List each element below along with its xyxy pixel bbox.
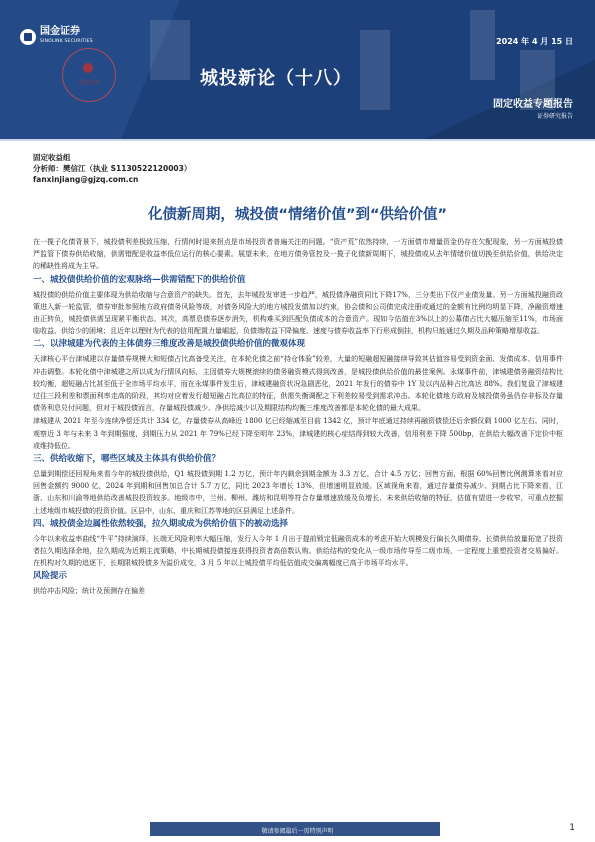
section-heading: 二、以津城建为代表的主体债券三维度改善是城投债供给价值的微观体现 <box>33 339 306 350</box>
report-subtype: 证券研究报告 <box>536 113 573 120</box>
section-paragraph: 天津核心平台津城建以存量债券规模大和短债占比高备受关注，在本轮化债之前“持仓体验”较差，大量的短融超短融接续导致其估值容易受到资金面、发债成本、信用事件冲击调整。本轮化债中津城建之所以成为行情风向标，主因债券大规模滚续的债务融资模式得到改善，是城投债供给价值的最佳案例。永煤事件前，津城建债务融资结构比较均衡，超短融占比甚至低于全市场平均水平，而在永煤事件发生后，津城建融资状况急剧恶化，2021 年发行的债券中 1Y 及以内品种占比高达 88%。我们复盘了津城建过往三段利差和票面利率走高的阶段，其均对应着发行超短融占比高位的特征，供需失衡调配之下利差较易受到需求冲击。本轮化债地方政府及城投债务虽仍存非标及存量债务利息兑付问题，但对于城投债而言，存量城投债减少、净供给减少以及期限结构均衡三维度改善都是本轮化债的最大成果。 <box>33 355 563 413</box>
intro-paragraph: 在一揽子化债背景下，城投债利差极致压缩，行情何时迎来拐点是市场投资者普遍关注的问题。“资产荒”依然持续，一方面债市增量资金仍存在欠配现象，另一方面城投债严监管下债券供给收缩，供需错配是收益率低位运行的核心要素。展望未来，在地方债务管控及一揽子化债新周期下，城投债或从去年情绪价值切换至供给价值，供给决定的稀缺性将成为主导。 <box>33 238 563 271</box>
brand-name-en: SINOLINK SECURITIES <box>40 39 93 44</box>
section-paragraph: 总量到期偿还回视角来看今年的城投债供给，Q1 城投债到期 1.2 万亿，预计年内剩余到期金额为 3.3 万亿，合计 4.5 万亿；回售方面，根据 60%回售比例测算来看对应回售金额约 9000 亿，2024 年到期和回售加总合计 5.7 万亿，同比 2023 年增长 13%，但增速明显放缓。区域视角来看，通过存量债券减少、到期占比下降来看，江浙、山东和川渝等地供给改善城投投资较多。地级市中，兰州、柳州、潍坊和昆明等符合存量增速放缓及负增长、未来供给收缩的特征，估值有望进一步收窄，可重点挖掘上述地级市城投债的投资价值。区县中，山东、重庆和江苏等地的区县满足上述条件。 <box>33 470 563 515</box>
company-seal <box>62 48 116 102</box>
seal-text: 国金证券 <box>78 80 99 86</box>
section-paragraph: 津城建从 2021 年至今连续净偿还共计 334 亿，存量债券从高峰近 1800 亿已经缩减至目前 1342 亿，预计年底通过持续再融资债偿还后余额仅剩 1000 亿左右。同时，观察近 3 年与未来 3 年到期强度，到期压力从 2021 年 79%已经下降至明年 23%，津城建的核心症结得到较大改善，信用利差下降 500bp，在供给大幅改善下定价中枢或维持低位。 <box>33 417 563 450</box>
series-title: 城投新论（十八） <box>200 68 352 89</box>
section-paragraph: 城投债的供给价值主要体现为供给收缩与合意资产的缺失。首先，去年城投发审进一步趋严，城投债净融资同比下降17%，三分类出下仅产业债发量。另一方面城投融资政策进入新一轮监管，债券审批参照地方政府债务风险等级，对债务风险大的地方城投发债加以约束，协会债和公司债完成注册或通过的金额有比例均明显下降，净融资增速由正转负，城投债供需呈现紧平衡状态。其次，高票息债券逐步消失，机构难买到匹配负债成本的合意资产。现如今估值在3%以上的公募债占比大幅压缩至11%，市场面临收益、供给少的困境；且近年以理财为代表的信用配置力量崛起，负债端收益下降偏度、速度与债券收益率下行形成倒挂，机构只能通过久期及品种策略增厚收益。 <box>33 290 563 336</box>
main-title: 化债新周期，城投债“情绪价值”到“供给价值” <box>147 207 448 223</box>
section-heading: 一、城投债供给价值的宏观脉络—供需错配下的供给价值 <box>33 274 246 285</box>
analyst-group: 固定收益组 <box>33 153 71 162</box>
analyst-info <box>33 152 191 185</box>
section-heading: 四、城投债金边属性依然较强，拉久期或成为供给价值下的被动选择 <box>33 518 289 529</box>
section-paragraph: 今年以来收益率曲线“牛平”持续演绎，长端无风险利率大幅压缩，发行人今年 1 月出于提前锁定低融资成本的考虑开始大规模发行偏长久期债券。长债供给放量拓宽了投资者拉久期选择余地，拉久期成为近期主流策略，中长期城投债接连获得投资者高倍数认购。供给结构的变化从一级市场传导至二级市场，一定程度上重塑投资者交易偏好。在机构对久期的追逐下，长期限城投债多为溢价成交，3 月 5 年以上城投债平均低估值成交偏离幅度已高于市场平均水平。 <box>33 534 563 568</box>
brand-name-cn: 国金证券 <box>40 26 80 37</box>
report-header <box>0 0 595 141</box>
logo-icon <box>20 29 36 45</box>
brand-logo <box>20 27 93 47</box>
risk-paragraph: 供给冲击风险；统计及预测存在偏差 <box>33 587 145 596</box>
analyst-name: 分析师：樊信江（执业 S1130522120003） <box>33 164 192 173</box>
page-footer <box>0 818 595 842</box>
section-heading: 三、供给收缩下，哪些区域及主体具有供给价值？ <box>33 454 221 465</box>
footer-disclaimer[interactable]: 敬请参阅最后一页特别声明 <box>261 828 334 835</box>
report-body <box>33 236 563 599</box>
risk-heading: 风险提示 <box>33 571 68 582</box>
page-number: 1 <box>569 823 575 833</box>
analyst-email[interactable]: fanxinjiang@gjzq.com.cn <box>33 175 139 184</box>
report-type: 固定收益专题报告 <box>493 99 573 110</box>
report-date: 2024 年 4 月 15 日 <box>496 37 573 46</box>
